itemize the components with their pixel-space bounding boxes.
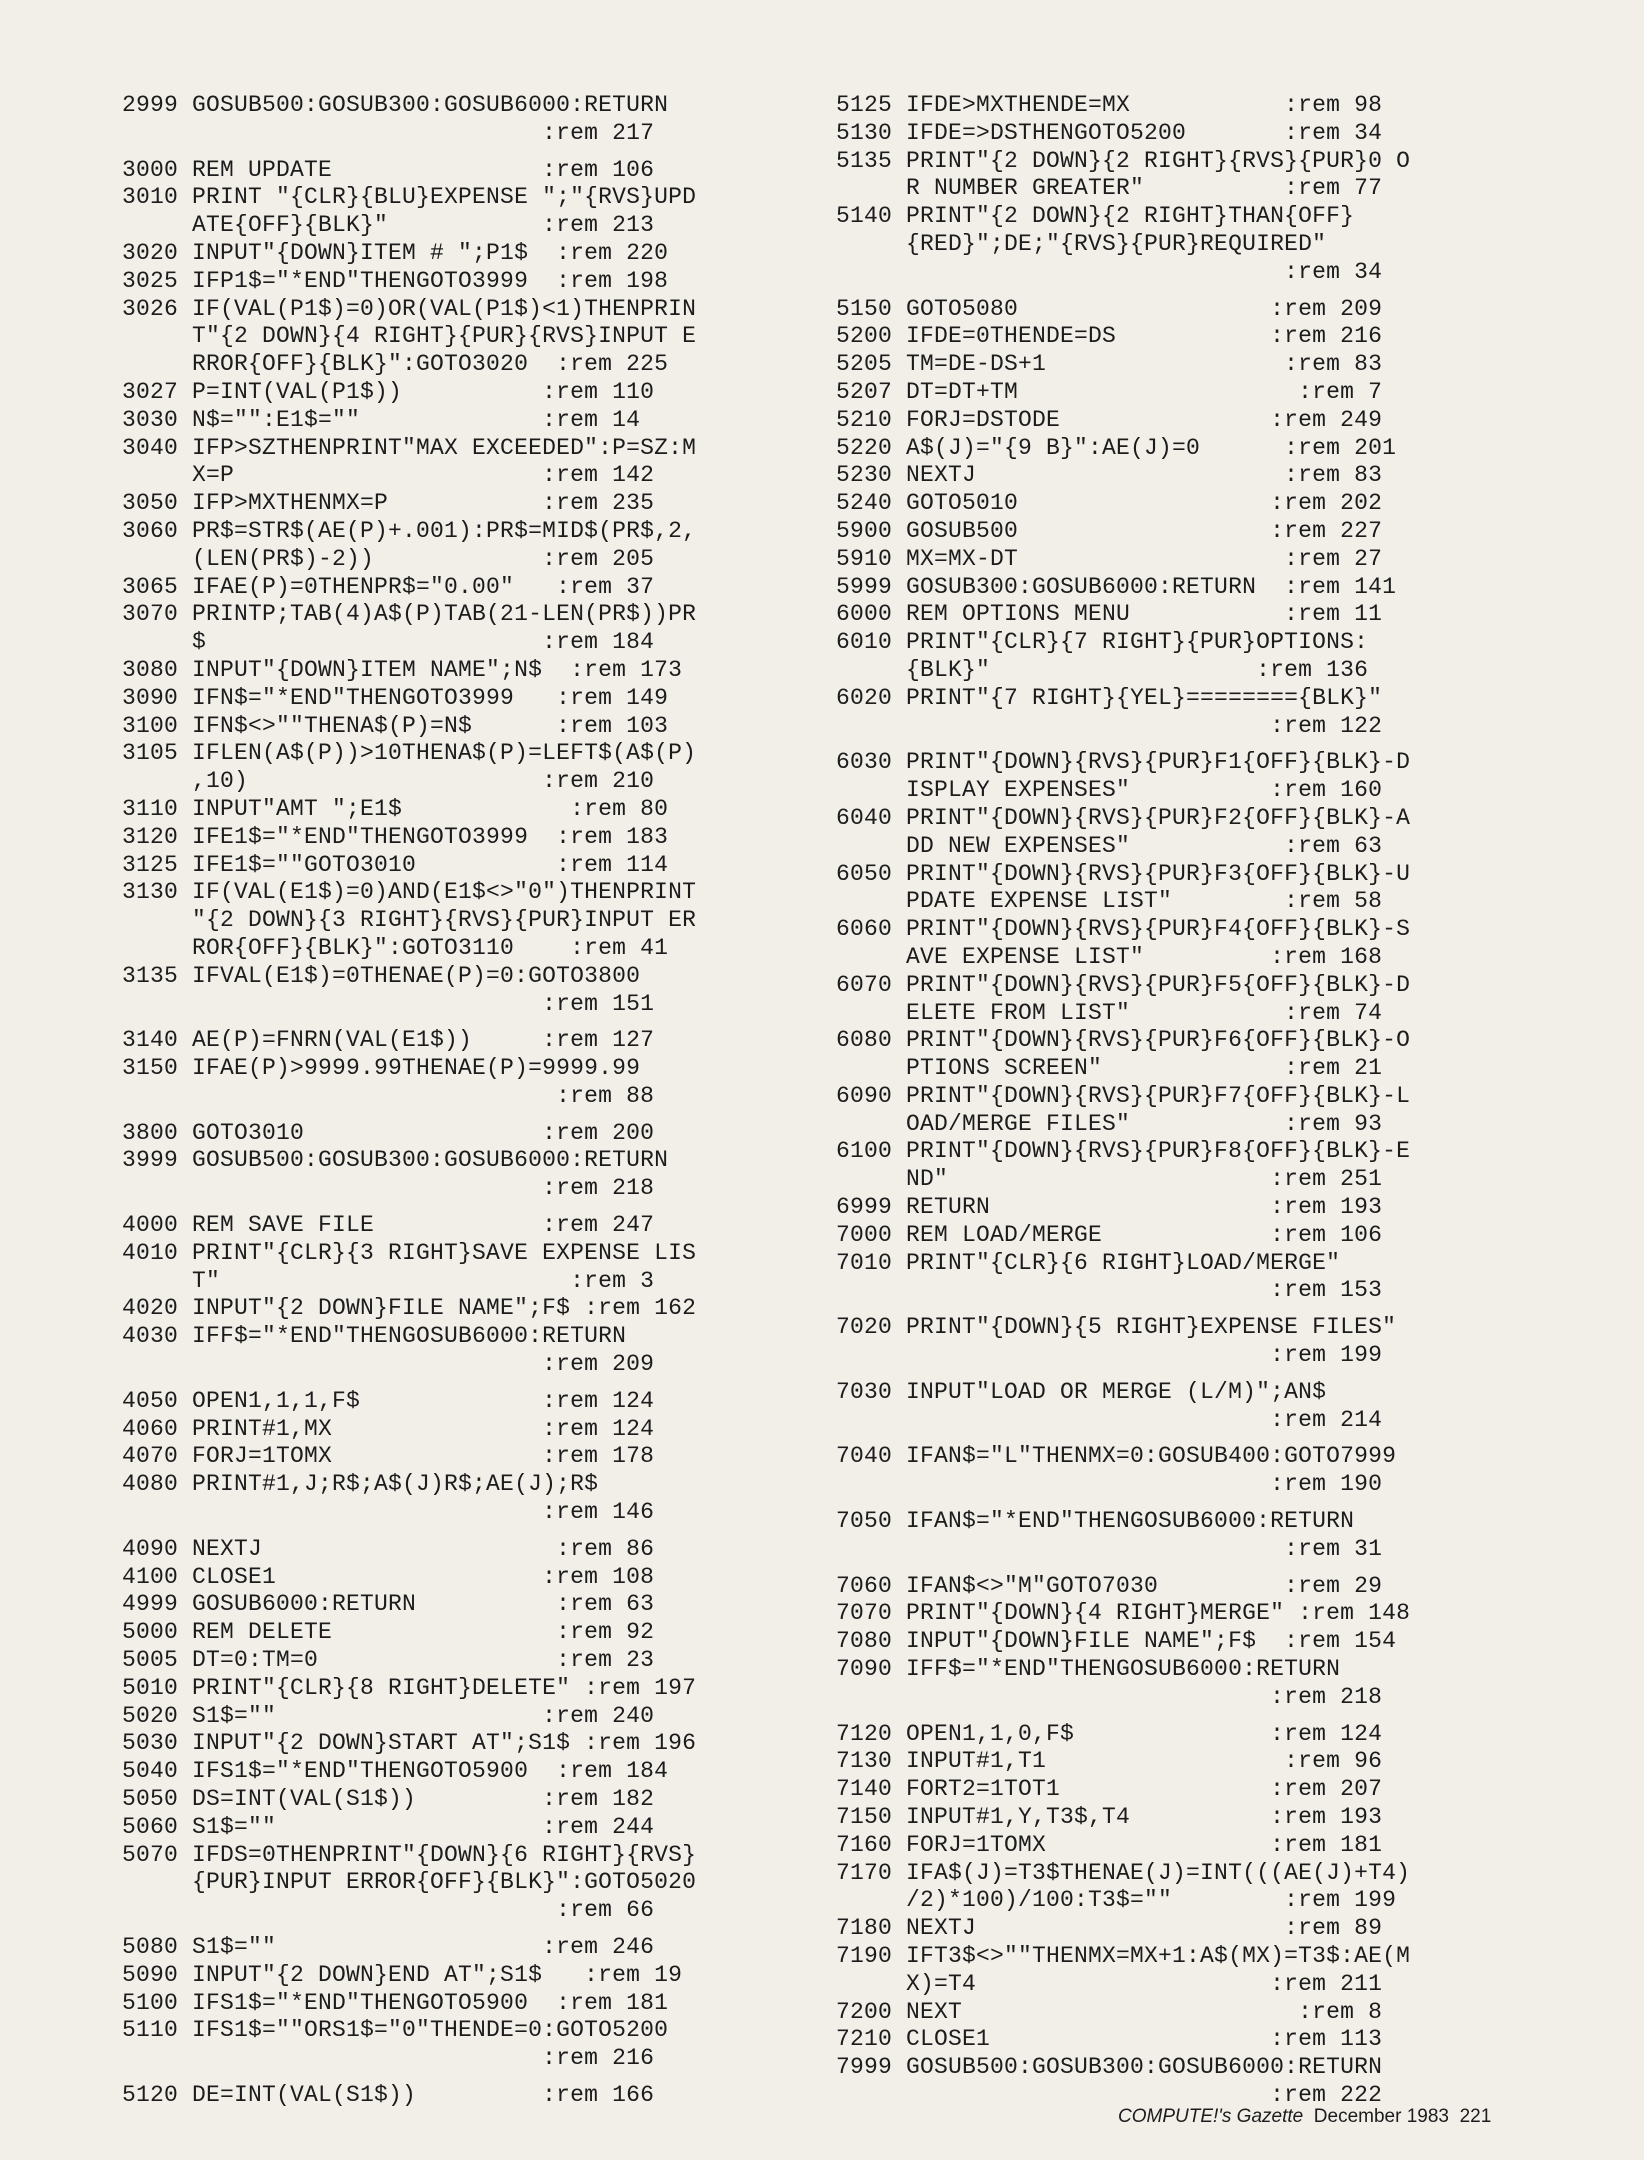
code-line: 6030 PRINT"{DOWN}{RVS}{PUR}F1{OFF}{BLK}-D: [836, 749, 1411, 776]
code-line: :rem 122: [836, 712, 1383, 739]
code-line: 5040 IFS1$="*END"THENGOTO5900 :rem 184: [122, 1758, 669, 1785]
code-line: 5200 IFDE=0THENDE=DS :rem 216: [836, 323, 1383, 350]
code-line: ,10) :rem 210: [122, 768, 655, 795]
code-line: 3125 IFE1$=""GOTO3010 :rem 114: [122, 851, 669, 878]
code-line: 5090 INPUT"{2 DOWN}END AT";S1$ :rem 19: [122, 1961, 683, 1988]
listing-column-right: [836, 92, 1536, 2110]
code-line: 5120 DE=INT(VAL(S1$)) :rem 166: [122, 2081, 655, 2108]
code-line: 7090 IFF$="*END"THENGOSUB6000:RETURN: [836, 1656, 1341, 1683]
code-line: 5150 GOTO5080 :rem 209: [836, 295, 1383, 322]
code-line: T"{2 DOWN}{4 RIGHT}{PUR}{RVS}INPUT E: [122, 323, 697, 350]
code-line: 5000 REM DELETE :rem 92: [122, 1619, 655, 1646]
code-line: 7000 REM LOAD/MERGE :rem 106: [836, 1221, 1383, 1248]
code-line: 5135 PRINT"{2 DOWN}{2 RIGHT}{RVS}{PUR}0 O: [836, 147, 1411, 174]
code-line: 5240 GOTO5010 :rem 202: [836, 490, 1383, 517]
code-line: 3130 IF(VAL(E1$)=0)AND(E1$<>"0")THENPRINT: [122, 879, 697, 906]
code-line: 3140 AE(P)=FNRN(VAL(E1$)) :rem 127: [122, 1027, 655, 1054]
code-line: :rem 88: [122, 1082, 655, 1109]
code-line: 3050 IFP>MXTHENMX=P :rem 235: [122, 490, 655, 517]
code-line: 3090 IFN$="*END"THENGOTO3999 :rem 149: [122, 684, 669, 711]
code-line: 6100 PRINT"{DOWN}{RVS}{PUR}F8{OFF}{BLK}-E: [836, 1138, 1411, 1165]
code-line: (LEN(PR$)-2)) :rem 205: [122, 545, 655, 572]
code-line: {RED}";DE;"{RVS}{PUR}REQUIRED": [836, 230, 1327, 257]
code-line: {PUR}INPUT ERROR{OFF}{BLK}":GOTO5020: [122, 1869, 697, 1896]
code-line: 4070 FORJ=1TOMX :rem 178: [122, 1443, 655, 1470]
code-line: 5130 IFDE=>DSTHENGOTO5200 :rem 34: [836, 119, 1383, 146]
code-line: :rem 214: [836, 1406, 1383, 1433]
code-line: 7160 FORJ=1TOMX :rem 181: [836, 1831, 1383, 1858]
code-line: 3010 PRINT "{CLR}{BLU}EXPENSE ";"{RVS}UPD: [122, 184, 697, 211]
code-line: 7120 OPEN1,1,0,F$ :rem 124: [836, 1720, 1383, 1747]
code-line: 7190 IFT3$<>""THENMX=MX+1:A$(MX)=T3$:AE(M: [836, 1943, 1411, 1969]
code-line: 7070 PRINT"{DOWN}{4 RIGHT}MERGE" :rem 148: [836, 1600, 1411, 1627]
code-line: 5110 IFS1$=""ORS1$="0"THENDE=0:GOTO5200: [122, 2017, 669, 2044]
code-line: 6010 PRINT"{CLR}{7 RIGHT}{PUR}OPTIONS:: [836, 629, 1369, 656]
code-line: 4060 PRINT#1,MX :rem 124: [122, 1415, 655, 1442]
code-line: 6020 PRINT"{7 RIGHT}{YEL}========{BLK}": [836, 684, 1383, 711]
code-line: 3800 GOTO3010 :rem 200: [122, 1119, 655, 1146]
code-line: "{2 DOWN}{3 RIGHT}{RVS}{PUR}INPUT ER: [122, 907, 697, 934]
code-line: 3135 IFVAL(E1$)=0THENAE(P)=0:GOTO3800: [122, 962, 641, 989]
code-line: 5010 PRINT"{CLR}{8 RIGHT}DELETE" :rem 197: [122, 1674, 697, 1701]
code-line: 6060 PRINT"{DOWN}{RVS}{PUR}F4{OFF}{BLK}-S: [836, 916, 1411, 943]
code-line: ATE{OFF}{BLK}" :rem 213: [122, 212, 655, 239]
code-line: ELETE FROM LIST" :rem 74: [836, 999, 1383, 1026]
code-line: 3027 P=INT(VAL(P1$)) :rem 110: [122, 378, 655, 405]
code-line: 4000 REM SAVE FILE :rem 247: [122, 1212, 655, 1239]
code-line: 6040 PRINT"{DOWN}{RVS}{PUR}F2{OFF}{BLK}-A: [836, 804, 1411, 831]
code-line: 3070 PRINTP;TAB(4)A$(P)TAB(21-LEN(PR$))PR: [122, 601, 697, 628]
code-line: 6090 PRINT"{DOWN}{RVS}{PUR}F7{OFF}{BLK}-L: [836, 1082, 1411, 1109]
code-line: 3026 IF(VAL(P1$)=0)OR(VAL(P1$)<1)THENPRIN: [122, 295, 697, 322]
code-line: 5210 FORJ=DSTODE :rem 249: [836, 406, 1383, 433]
code-line: :rem 218: [122, 1175, 655, 1202]
code-line: {BLK}" :rem 136: [836, 656, 1369, 683]
code-line: 7040 IFAN$="L"THENMX=0:GOSUB400:GOTO7999: [836, 1443, 1397, 1470]
code-line: 7150 INPUT#1,Y,T3$,T4 :rem 193: [836, 1804, 1383, 1831]
code-line: :rem 66: [122, 1897, 655, 1924]
code-line: /2)*100)/100:T3$="" :rem 199: [836, 1887, 1397, 1914]
code-line: AVE EXPENSE LIST" :rem 168: [836, 943, 1383, 970]
footer-issue: December 1983: [1313, 2106, 1449, 2127]
code-line: OAD/MERGE FILES" :rem 93: [836, 1110, 1383, 1137]
code-line: 6050 PRINT"{DOWN}{RVS}{PUR}F3{OFF}{BLK}-U: [836, 860, 1411, 887]
code-line: RROR{OFF}{BLK}":GOTO3020 :rem 225: [122, 351, 669, 378]
code-line: 3030 N$="":E1$="" :rem 14: [122, 406, 641, 433]
code-line: 3999 GOSUB500:GOSUB300:GOSUB6000:RETURN: [122, 1147, 669, 1174]
code-line: 3025 IFP1$="*END"THENGOTO3999 :rem 198: [122, 267, 669, 294]
code-line: ND" :rem 251: [836, 1166, 1383, 1193]
code-line: 7030 INPUT"LOAD OR MERGE (L/M)";AN$: [836, 1378, 1327, 1405]
code-line: 4020 INPUT"{2 DOWN}FILE NAME";F$ :rem 162: [122, 1295, 697, 1322]
code-line: 4090 NEXTJ :rem 86: [122, 1535, 655, 1562]
code-line: 7170 IFA$(J)=T3$THENAE(J)=INT(((AE(J)+T4): [836, 1859, 1411, 1886]
code-line: 7180 NEXTJ :rem 89: [836, 1915, 1383, 1942]
code-line: 4080 PRINT#1,J;R$;A$(J)R$;AE(J);R$: [122, 1471, 599, 1498]
code-line: 5230 NEXTJ :rem 83: [836, 462, 1383, 489]
code-line: 7999 GOSUB500:GOSUB300:GOSUB6000:RETURN: [836, 2054, 1383, 2081]
code-line: T" :rem 3: [122, 1267, 655, 1294]
code-line: 3100 IFN$<>""THENA$(P)=N$ :rem 103: [122, 712, 669, 739]
code-line: 3120 IFE1$="*END"THENGOTO3999 :rem 183: [122, 823, 669, 850]
code-line: :rem 31: [836, 1535, 1383, 1562]
code-line: 4050 OPEN1,1,1,F$ :rem 124: [122, 1387, 655, 1414]
code-line: 3020 INPUT"{DOWN}ITEM # ";P1$ :rem 220: [122, 239, 669, 266]
code-line: 4999 GOSUB6000:RETURN :rem 63: [122, 1591, 655, 1618]
code-line: :rem 216: [122, 2045, 655, 2072]
code-line: 7140 FORT2=1TOT1 :rem 207: [836, 1776, 1383, 1803]
code-line: 5020 S1$="" :rem 240: [122, 1702, 655, 1729]
code-line: 7200 NEXT :rem 8: [836, 1998, 1383, 2025]
code-line: 7080 INPUT"{DOWN}FILE NAME";F$ :rem 154: [836, 1628, 1397, 1655]
code-line: 4010 PRINT"{CLR}{3 RIGHT}SAVE EXPENSE LIS: [122, 1239, 697, 1266]
code-line: 4030 IFF$="*END"THENGOSUB6000:RETURN: [122, 1323, 627, 1350]
code-line: :rem 199: [836, 1342, 1383, 1369]
code-line: R NUMBER GREATER" :rem 77: [836, 175, 1383, 202]
code-line: 3060 PR$=STR$(AE(P)+.001):PR$=MID$(PR$,2,: [122, 517, 697, 544]
code-line: X=P :rem 142: [122, 462, 655, 489]
code-line: 3105 IFLEN(A$(P))>10THENA$(P)=LEFT$(A$(P): [122, 740, 697, 767]
code-line: :rem 222: [836, 2081, 1383, 2108]
code-line: 5005 DT=0:TM=0 :rem 23: [122, 1647, 655, 1674]
code-line: 5207 DT=DT+TM :rem 7: [836, 378, 1383, 405]
code-line: 7060 IFAN$<>"M"GOTO7030 :rem 29: [836, 1572, 1383, 1599]
code-line: 3065 IFAE(P)=0THENPR$="0.00" :rem 37: [122, 573, 655, 600]
code-line: PDATE EXPENSE LIST" :rem 58: [836, 888, 1383, 915]
code-line: X)=T4 :rem 211: [836, 1970, 1383, 1997]
code-line: 7020 PRINT"{DOWN}{5 RIGHT}EXPENSE FILES": [836, 1314, 1397, 1341]
code-line: 3110 INPUT"AMT ";E1$ :rem 80: [122, 795, 669, 822]
code-line: 5100 IFS1$="*END"THENGOTO5900 :rem 181: [122, 1989, 669, 2016]
code-line: $ :rem 184: [122, 629, 655, 656]
code-line: 4100 CLOSE1 :rem 108: [122, 1563, 655, 1590]
code-line: :rem 218: [836, 1683, 1383, 1710]
code-line: :rem 151: [122, 990, 655, 1017]
code-line: 5070 IFDS=0THENPRINT"{DOWN}{6 RIGHT}{RVS}: [122, 1841, 697, 1868]
code-line: :rem 146: [122, 1499, 655, 1526]
code-line: PTIONS SCREEN" :rem 21: [836, 1055, 1383, 1082]
listing-column-left: [122, 92, 808, 2110]
code-line: 5900 GOSUB500 :rem 227: [836, 517, 1383, 544]
code-line: 5220 A$(J)="{9 B}":AE(J)=0 :rem 201: [836, 434, 1397, 461]
code-line: :rem 34: [836, 258, 1383, 285]
code-line: 5999 GOSUB300:GOSUB6000:RETURN :rem 141: [836, 573, 1397, 600]
code-line: 3150 IFAE(P)>9999.99THENAE(P)=9999.99: [122, 1055, 641, 1082]
code-line: 5030 INPUT"{2 DOWN}START AT";S1$ :rem 196: [122, 1730, 697, 1757]
code-line: 5050 DS=INT(VAL(S1$)) :rem 182: [122, 1786, 655, 1813]
code-line: 5060 S1$="" :rem 244: [122, 1813, 655, 1840]
code-line: 7130 INPUT#1,T1 :rem 96: [836, 1748, 1383, 1775]
code-line: ROR{OFF}{BLK}":GOTO3110 :rem 41: [122, 934, 669, 961]
code-line: 2999 GOSUB500:GOSUB300:GOSUB6000:RETURN: [122, 92, 669, 118]
code-line: 5140 PRINT"{2 DOWN}{2 RIGHT}THAN{OFF}: [836, 203, 1355, 230]
code-line: 5205 TM=DE-DS+1 :rem 83: [836, 351, 1383, 378]
page-footer: [1118, 2106, 1538, 2128]
footer-page-number: 221: [1459, 2106, 1492, 2127]
code-line: 7050 IFAN$="*END"THENGOSUB6000:RETURN: [836, 1508, 1355, 1535]
code-line: 5910 MX=MX-DT :rem 27: [836, 545, 1383, 572]
footer-publication: COMPUTE!'s Gazette: [1118, 2106, 1304, 2127]
code-line: :rem 153: [836, 1277, 1383, 1304]
code-line: ISPLAY EXPENSES" :rem 160: [836, 777, 1383, 804]
code-line: 3040 IFP>SZTHENPRINT"MAX EXCEEDED":P=SZ:M: [122, 434, 697, 461]
code-line: 6070 PRINT"{DOWN}{RVS}{PUR}F5{OFF}{BLK}-D: [836, 971, 1411, 998]
code-line: 3080 INPUT"{DOWN}ITEM NAME";N$ :rem 173: [122, 656, 683, 683]
code-line: :rem 190: [836, 1471, 1383, 1498]
code-line: 3000 REM UPDATE :rem 106: [122, 156, 655, 183]
code-line: 7210 CLOSE1 :rem 113: [836, 2026, 1383, 2053]
code-line: :rem 209: [122, 1351, 655, 1378]
code-line: :rem 217: [122, 119, 655, 146]
code-line: 6999 RETURN :rem 193: [836, 1194, 1383, 1221]
code-line: 7010 PRINT"{CLR}{6 RIGHT}LOAD/MERGE": [836, 1249, 1341, 1276]
code-line: 6080 PRINT"{DOWN}{RVS}{PUR}F6{OFF}{BLK}-O: [836, 1027, 1411, 1054]
code-line: 5125 IFDE>MXTHENDE=MX :rem 98: [836, 92, 1383, 118]
code-line: DD NEW EXPENSES" :rem 63: [836, 832, 1383, 859]
code-line: 6000 REM OPTIONS MENU :rem 11: [836, 601, 1383, 628]
code-line: 5080 S1$="" :rem 246: [122, 1934, 655, 1960]
